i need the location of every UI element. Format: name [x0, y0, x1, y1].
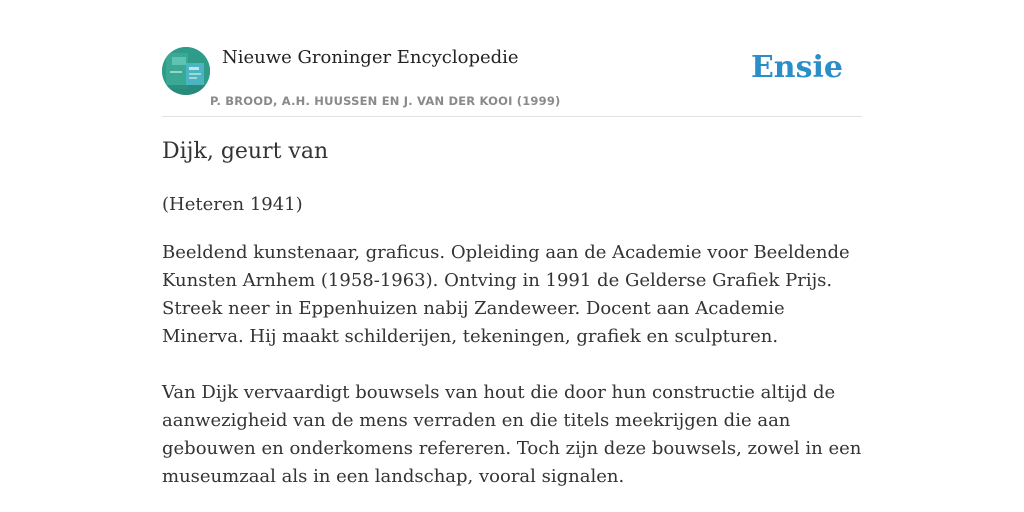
book-title[interactable]: Nieuwe Groninger Encyclopedie: [222, 47, 519, 68]
source-header: [162, 44, 862, 117]
entry-paragraph: Van Dijk vervaardigt bouwsels van hout die door hun constructie altijd de aanwezigheid van de mens verraden en die titels meekrijgen die aan gebouwen en onderkomens refereren. Toch zijn deze bouwsels, zowel in een museumzaal als in een landschap, vooral signalen.: [162, 382, 862, 487]
entry-body: [162, 239, 862, 512]
book-cover-image: [162, 47, 210, 95]
entry-paragraph: Beeldend kunstenaar, graficus. Opleiding aan de Academie voor Beeldende Kunsten Arnhem (1958-1963). Ontving in 1991 de Gelderse Grafiek Prijs. Streek neer in Eppenhuizen nabij Zandeweer. Docent aan Academie Minerva. Hij maakt schilderijen, tekeningen, grafiek en sculpturen.: [162, 242, 850, 347]
entry-title: Dijk, geurt van: [162, 139, 329, 164]
brand-logo[interactable]: Ensie: [750, 50, 843, 85]
book-cover-thumbnail[interactable]: [162, 47, 210, 95]
entry-subtitle: (Heteren 1941): [162, 194, 303, 215]
book-authors: P. BROOD, A.H. HUUSSEN EN J. VAN DER KOOI (1999): [210, 94, 561, 108]
